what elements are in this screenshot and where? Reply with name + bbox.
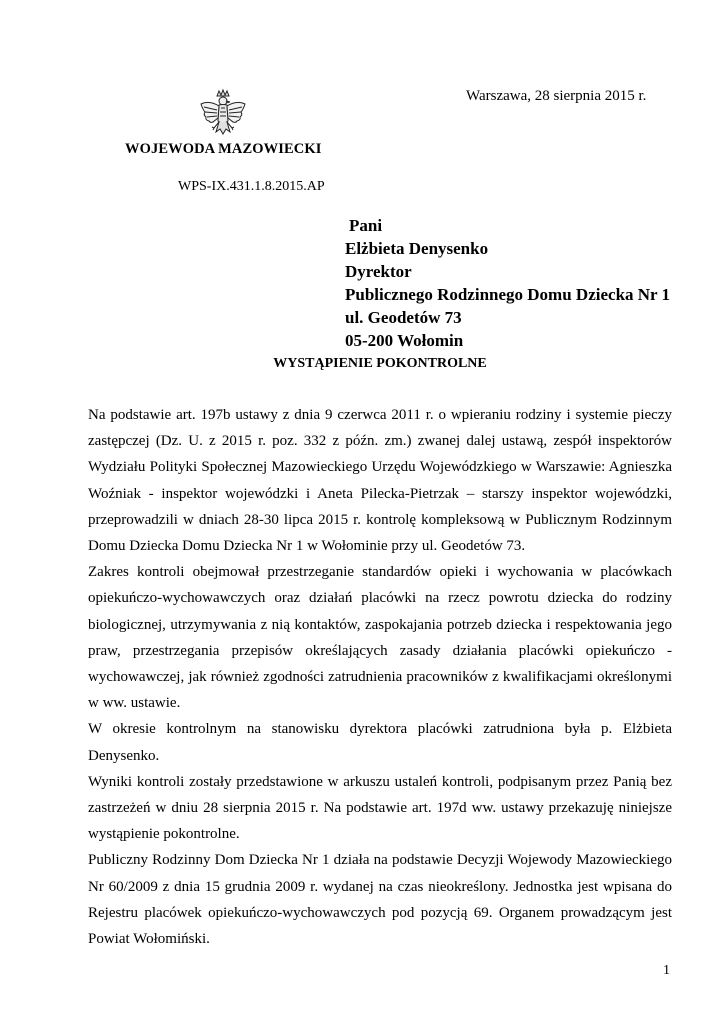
body-paragraph: W okresie kontrolnym na stanowisku dyrektora placówki zatrudniona była p. Elżbieta Denysenko.: [88, 721, 672, 764]
body-paragraph: Wyniki kontroli zostały przedstawione w arkuszu ustaleń kontroli, podpisanym przez Panią bez zastrzeżeń w dniu 28 sierpnia 2015 r. Na podstawie art. 197d ww. ustawy przekazuję niniejsze wystąpienie pokontrolne.: [88, 773, 672, 843]
reference-number: WPS-IX.431.1.8.2015.AP: [178, 179, 325, 194]
office-name: WOJEWODA MAZOWIECKI: [125, 141, 322, 157]
recipient-street: ul. Geodetów 73: [345, 308, 462, 327]
document-date: Warszawa, 28 sierpnia 2015 r.: [466, 88, 647, 104]
recipient-address: [345, 214, 670, 352]
body-paragraph: Na podstawie art. 197b ustawy z dnia 9 czerwca 2011 r. o wpieraniu rodziny i systemie pieczy zastępczej (Dz. U. z 2015 r. poz. 332 z późn. zm.) zwanej dalej ustawą, zespół inspektorów Wydziału Polityki Społecznej Mazowieckiego Urzędu Wojewódzkiego w Warszawie: Agnieszka Woźniak - inspektor wojewódzki i Aneta Pilecka-Pietrzak – starszy inspektor wojewódzki, przeprowadzili w dniach 28-30 lipca 2015 r. kontrolę kompleksową w Publicznym Rodzinnym Domu Dziecka Domu Dziecka Nr 1 w Wołominie przy ul. Geodetów 73.: [88, 407, 672, 555]
recipient-institution: Publicznego Rodzinnego Domu Dziecka Nr 1: [345, 285, 671, 304]
page-number: 1: [663, 963, 670, 978]
body-paragraph: Zakres kontroli obejmował przestrzeganie standardów opieki i wychowania w placówkach opiekuńczo-wychowawczych oraz działań placówki na rzecz powrotu dziecka do rodziny biologicznej, utrzymywania z nią kontaktów, zaspokajania potrzeb dziecka i respektowania jego praw, przestrzegania przepisów określających zasady działania placówki opiekuńczo -wychowawczej, jak również zgodności zatrudnienia pracowników z kwalifikacjami określonymi w ww. ustawie.: [88, 564, 672, 712]
recipient-city: 05-200 Wołomin: [345, 331, 464, 350]
polish-eagle-emblem-icon: [195, 88, 251, 144]
recipient-name: Elżbieta Denysenko: [345, 239, 489, 258]
body-paragraph: Publiczny Rodzinny Dom Dziecka Nr 1 działa na podstawie Decyzji Wojewody Mazowieckiego Nr 60/2009 z dnia 15 grudnia 2009 r. wydanej na czas nieokreślony. Jednostka jest wpisana do Rejestru placówek opiekuńczo-wychowawczych pod pozycją 69. Organem prowadzącym jest Powiat Wołomiński.: [88, 852, 672, 948]
document-body: [88, 402, 672, 952]
recipient-position: Dyrektor: [345, 262, 412, 281]
document-title: WYSTĄPIENIE POKONTROLNE: [273, 356, 487, 371]
recipient-salutation: Pani: [349, 216, 383, 235]
